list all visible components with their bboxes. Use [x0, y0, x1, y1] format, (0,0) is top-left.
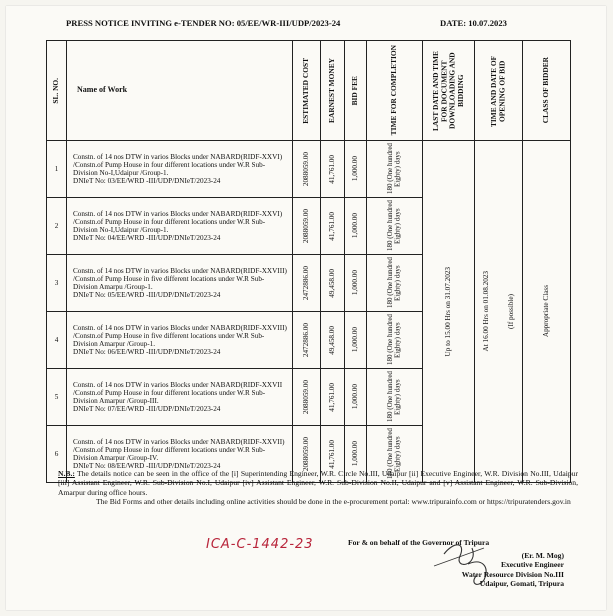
row-earnest-money: 41,761.00 — [321, 426, 345, 483]
row-estimated-cost: 2088059.00 — [293, 426, 321, 483]
row-estimated-cost: 2472886.00 — [293, 255, 321, 312]
dnit-number: DNIeT No: 03/EE/WRD -III/UDP/DNIeT/2023-24 — [73, 177, 221, 186]
signatory-designation: Executive Engineer — [500, 560, 564, 570]
signatory-office: Water Resource Division No.III — [461, 569, 564, 579]
notice-title: PRESS NOTICE INVITING e-TENDER NO: 05/EE/WR-III/UDP/2023-24 — [66, 18, 341, 28]
col-header-estimated-cost: ESTIMATED COST — [293, 41, 321, 141]
class-of-bidder-cell: Appropriate Class — [523, 141, 571, 483]
row-sl-no: 2 — [47, 198, 67, 255]
row-earnest-money: 41,761.00 — [321, 369, 345, 426]
row-earnest-money: 41,761.00 — [321, 141, 345, 198]
notes-label: N.B.: — [58, 469, 75, 478]
link-tripuratenders[interactable]: https://tripuratenders.gov.in — [486, 496, 571, 506]
opening-date-cell: At 16.00 Hrs on 01.08.2023 (If possible) — [475, 141, 523, 483]
col-header-sl: SL. NO. — [47, 41, 67, 141]
col-header-last-date: LAST DATE AND TIME FOR DOCUMENT DOWNLOADING AND BIDDING — [423, 41, 475, 141]
col-header-bid-fee: BID FEE — [345, 41, 367, 141]
row-estimated-cost: 2472886.00 — [293, 312, 321, 369]
signature-block — [404, 551, 564, 589]
row-sl-no: 4 — [47, 312, 67, 369]
row-bid-fee: 1,000.00 — [345, 426, 367, 483]
col-header-name: Name of Work — [67, 41, 293, 141]
row-earnest-money: 49,458.00 — [321, 312, 345, 369]
signatory-name: (Er. M. Mog) — [521, 551, 564, 560]
notice-date: DATE: 10.07.2023 — [440, 18, 507, 28]
row-estimated-cost: 2088059.00 — [293, 369, 321, 426]
col-header-earnest-money: EARNEST MONEY — [321, 41, 345, 141]
work-description: Constn. of 14 nos DTW in varios Blocks under NABARD(RIDF-XXVI) /Constn.of Pump House in four different locations under W.R Sub-Division No-I,Udaipur /Group-1. — [73, 152, 283, 177]
table-row — [47, 141, 571, 198]
col-header-time-completion: TIME FOR COMPLETION — [367, 41, 423, 141]
notes-or: or — [478, 496, 486, 506]
notes-text-2: The Bid Forms and other details including online activities should be done in the e-procurement portal: — [96, 496, 410, 506]
col-header-opening: TIME AND DATE OF OPENING OF BID — [475, 41, 523, 141]
row-bid-fee: 1,000.00 — [345, 198, 367, 255]
row-bid-fee: 1,000.00 — [345, 255, 367, 312]
table-header-row — [47, 41, 571, 141]
signatory-place: Udaipur, Gomati, Tripura — [479, 579, 564, 589]
row-earnest-money: 41,761.00 — [321, 198, 345, 255]
work-description: Constn. of 14 nos DTW in varios Blocks under NABARD(RIDF-XXVII /Constn.of Pump House in four different locations under W.R Sub-Division Amarpur /Group-III. — [73, 380, 283, 405]
dnit-number: DNIeT No: 04/EE/WRD -III/UDP/DNIeT/2023-24 — [73, 234, 221, 243]
dnit-number: DNIeT No: 08/EE/WRD -III/UDP/DNIeT/2023-24 — [73, 462, 221, 471]
row-work-name — [67, 255, 293, 312]
notice-page — [6, 6, 606, 610]
work-description: Constn. of 14 nos DTW in varios Blocks under NABARD(RIDF-XXVI) /Constn.of Pump House in four different locations under W.R Sub-Division No-I,Udaipur /Group-1. — [73, 209, 283, 234]
dnit-number: DNIeT No: 05/EE/WRD -III/UDP/DNIeT/2023-24 — [73, 291, 221, 300]
col-header-class: CLASS OF BIDDER — [523, 41, 571, 141]
row-time-completion: 180 (One hundred Eighty) days — [367, 369, 423, 426]
behalf-line: For & on behalf of the Governor of Tripura — [348, 538, 490, 547]
row-estimated-cost: 2088059.00 — [293, 141, 321, 198]
row-estimated-cost: 2088059.00 — [293, 198, 321, 255]
dnit-number: DNIeT No: 07/EE/WRD -III/UDP/DNIeT/2023-24 — [73, 405, 221, 414]
row-sl-no: 6 — [47, 426, 67, 483]
link-tripurainfo[interactable]: www.tripurainfo.com — [411, 496, 477, 506]
row-work-name — [67, 141, 293, 198]
work-description: Constn. of 14 nos DTW in varios Blocks under NABARD(RIDF-XXVII) /Constn.of Pump House in four different locations under W.R Sub-Division Amarpur /Group-IV. — [73, 437, 285, 462]
row-time-completion: 180 (One hundred Eighty) days — [367, 255, 423, 312]
row-time-completion: 180 (One hundred Eighty) days — [367, 198, 423, 255]
row-work-name — [67, 312, 293, 369]
notice-header — [66, 18, 566, 28]
dnit-number: DNIeT No: 06/EE/WRD -III/UDP/DNIeT/2023-24 — [73, 348, 221, 357]
reference-stamp: ICA-C-1442-23 — [206, 537, 314, 552]
row-bid-fee: 1,000.00 — [345, 312, 367, 369]
tender-table — [46, 40, 571, 483]
last-date-cell: Up to 15.00 Hrs on 31.07.2023 — [423, 141, 475, 483]
notes-text-1: The details notice can be seen in the office of the [i] Superintending Engineer, W.R. Circle No.III, Udaipur [ii] Executive Engineer, W.R. Division No.III, Udaipur [iii] Assistant Engineer, W.R. Sub-Division No.I, Udaipur [iv] Assistant Engineer, W.R. Sub-Division No.II, Udaipur and [v] Assistant Engineer, W.R. Sub-Division, Amarpur during office hours. — [58, 469, 578, 497]
row-work-name — [67, 369, 293, 426]
row-time-completion: 180 (One hundred Eighty) days — [367, 141, 423, 198]
row-bid-fee: 1,000.00 — [345, 141, 367, 198]
row-time-completion: 180 (One hundred Eighty) days — [367, 426, 423, 483]
row-sl-no: 1 — [47, 141, 67, 198]
row-work-name — [67, 198, 293, 255]
notes-section — [58, 469, 578, 506]
work-description: Constn. of 14 nos DTW in varios Blocks under NABARD(RIDF-XXVIII) /Constn.of Pump House in five different locations under W.R Sub-Division Amarpu /Group-1. — [73, 266, 287, 291]
row-bid-fee: 1,000.00 — [345, 369, 367, 426]
row-sl-no: 5 — [47, 369, 67, 426]
row-earnest-money: 49,458.00 — [321, 255, 345, 312]
row-time-completion: 180 (One hundred Eighty) days — [367, 312, 423, 369]
row-sl-no: 3 — [47, 255, 67, 312]
work-description: Constn. of 14 nos DTW in varios Blocks under NABARD(RIDF-XXVIII) /Constn.of Pump House in five different locations under W.R Sub-Division Amarpur /Group-1. — [73, 323, 287, 348]
